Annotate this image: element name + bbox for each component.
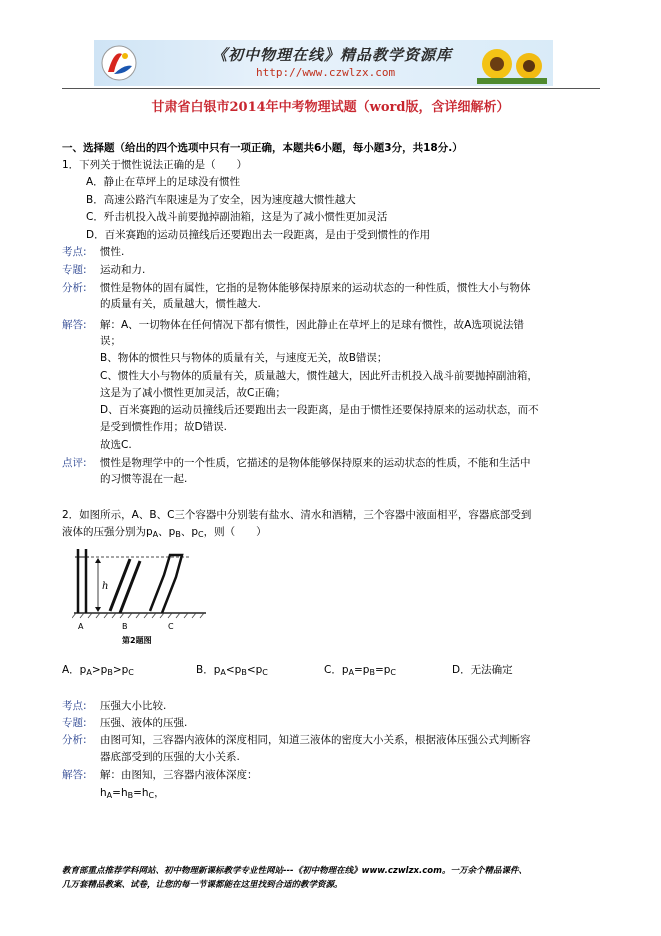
q1-jieda-line-6: D、百米赛跑的运动员撞线后还要跑出去一段距离，是由于惯性还要保持原来的运动状态，而不	[100, 404, 539, 416]
q1-kaodian: 惯性.	[100, 246, 125, 258]
q2-option-c: C．$p_A=p_B=p_C$	[324, 664, 397, 677]
q1-jieda-line-8: 故选C.	[100, 439, 132, 451]
q1-option-c: C．歼击机投入战斗前要抛掉副油箱，这是为了减小惯性更加灵活	[86, 211, 388, 223]
q1-fenxi-line-1: 惯性是物体的固有属性，它指的是物体能够保持原来的运动状态的一种性质，惯性大小与物体	[100, 282, 531, 294]
q2-option-b: B．$p_A<p_B<p_C$	[196, 664, 268, 677]
footer-line-2: 几万套精品教案、试卷，让您的每一节课都能在这里找到合适的教学资源。	[62, 880, 343, 890]
q2-jieda-line-1: 解：由图知，三容器内液体深度：	[100, 769, 258, 781]
figure-label-a: A	[78, 622, 84, 631]
document-title: 甘肃省白银市2014年中考物理试题（word版，含详细解析）	[151, 100, 510, 115]
q2-zhuanti-label: 专题:	[62, 717, 87, 729]
footer-line-1: 教育部重点推荐学科网站、初中物理新课标教学专业性网站---《初中物理在线》www.czwlzx.com。一万余个精品课件、	[62, 866, 527, 876]
q1-jieda-line-1: 解：A、一切物体在任何情况下都有惯性，因此静止在草坪上的足球有惯性，故A选项说法错	[100, 319, 524, 331]
sunflower-icon	[477, 44, 547, 84]
q1-jieda-line-3: B、物体的惯性只与物体的质量有关，与速度无关，故B错误；	[100, 352, 388, 364]
q1-kaodian-label: 考点:	[62, 246, 87, 258]
figure-label-c: C	[168, 622, 174, 631]
q1-stem: 1．下列关于惯性说法正确的是（ ）	[62, 159, 248, 171]
banner-title: 《初中物理在线》精品教学资源库	[212, 46, 453, 64]
q2-containers-figure	[72, 545, 210, 647]
q2-jieda-label: 解答:	[62, 769, 87, 781]
header-rule	[62, 88, 600, 89]
q2-kaodian: 压强大小比较.	[100, 700, 167, 712]
q1-fenxi-line-2: 的质量有关，质量越大，惯性越大.	[100, 298, 261, 310]
q2-fenxi-label: 分析:	[62, 734, 87, 746]
q2-option-a: A．$p_A>p_B>p_C$	[62, 664, 134, 677]
q1-jieda-label: 解答:	[62, 319, 87, 331]
q1-jieda-line-4: C、惯性大小与物体的质量有关，质量越大，惯性越大，因此歼击机投入战斗前要抛掉副油箱，	[100, 370, 538, 382]
q1-dianping-label: 点评:	[62, 457, 87, 469]
figure-label-b: B	[122, 622, 128, 631]
q1-option-a: A．静止在草坪上的足球没有惯性	[86, 176, 241, 188]
q1-dianping-line-1: 惯性是物理学中的一个性质，它描述的是物体能够保持原来的运动状态的性质，不能和生活中	[100, 457, 531, 469]
header-banner	[94, 40, 553, 86]
q2-fenxi-line-1: 由图可知，三容器内液体的深度相同，知道三液体的密度大小关系，根据液体压强公式判断容	[100, 734, 531, 746]
q1-jieda-line-2: 误；	[100, 335, 121, 347]
q1-zhuanti-label: 专题:	[62, 264, 87, 276]
q1-jieda-line-5: 这是为了减小惯性更加灵活，故C正确；	[100, 387, 286, 399]
figure-caption: 第2题图	[122, 636, 152, 645]
q2-stem-line-1: 2．如图所示，A、B、C三个容器中分别装有盐水、清水和酒精，三个容器中液面相平，容器底部受到	[62, 509, 532, 521]
q1-option-d: D．百米赛跑的运动员撞线后还要跑出去一段距离，是由于受到惯性的作用	[86, 229, 431, 241]
q2-fenxi-line-2: 器底部受到的压强的大小关系.	[100, 751, 240, 763]
banner-url: http://www.czwlzx.com	[256, 66, 396, 79]
q1-fenxi-label: 分析:	[62, 282, 87, 294]
q2-option-d: D．无法确定	[452, 664, 513, 676]
q1-dianping-line-2: 的习惯等混在一起.	[100, 473, 188, 485]
q2-jieda-line-2: $h_A=h_B=h_C$，	[100, 787, 165, 800]
q1-jieda-line-7: 是受到惯性作用；故D错误.	[100, 421, 227, 433]
q1-zhuanti: 运动和力.	[100, 264, 146, 276]
q1-option-b: B．高速公路汽车限速是为了安全，因为速度越大惯性越大	[86, 194, 356, 206]
q2-zhuanti: 压强、液体的压强.	[100, 717, 188, 729]
site-logo-icon	[100, 44, 138, 82]
q2-stem-line-2: 液体的压强分别为$p_A$、$p_B$、$p_C$，则（ ）	[62, 526, 267, 539]
figure-label-h: h	[102, 581, 109, 592]
section-heading: 一、选择题（给出的四个选项中只有一项正确，本题共6小题，每小题3分，共18分.）	[62, 142, 463, 154]
q2-kaodian-label: 考点:	[62, 700, 87, 712]
